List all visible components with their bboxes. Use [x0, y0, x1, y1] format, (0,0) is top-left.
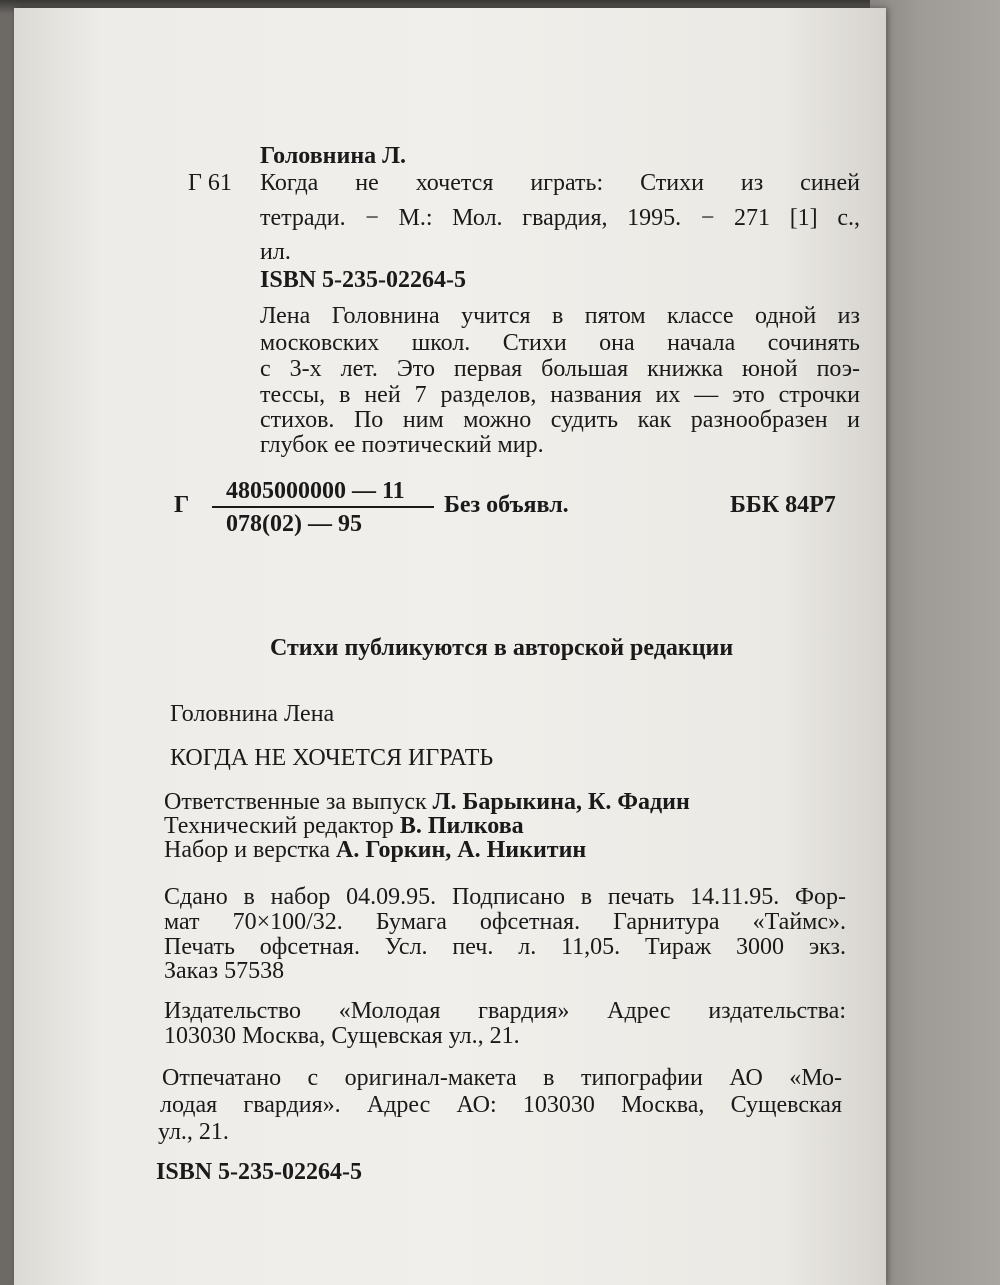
print-info-line: Сдано в набор 04.09.95. Подписано в печать 14.11.95. Фор- [164, 884, 846, 910]
editorial-note: Стихи публикуются в авторской редакции [270, 635, 734, 661]
description-line-2: тетради. − М.: Мол. гвардия, 1995. − 271 [1] с., [260, 205, 860, 231]
background-right-page [870, 0, 1000, 1285]
fraction-rule [212, 506, 434, 508]
responsible-label: Ответственные за выпуск [164, 789, 427, 815]
responsible-names: Л. Барыкина, К. Фадин [432, 789, 690, 815]
tech-editor-name: В. Пилкова [399, 813, 524, 839]
book-page [14, 8, 886, 1285]
tech-editor-line [164, 814, 524, 838]
bbk-code: ББК 84Р7 [730, 492, 836, 518]
index-denominator: 078(02) — 95 [226, 511, 362, 537]
print-info-line: Печать офсетная. Усл. печ. л. 11,05. Тираж 3000 экз. [164, 934, 846, 960]
index-numerator: 4805000000 — 11 [226, 478, 405, 504]
typesetting-names: А. Горкин, А. Никитин [335, 837, 587, 863]
annotation-line: глубок ее поэтический мир. [260, 432, 544, 458]
header-isbn: ISBN 5-235-02264-5 [260, 267, 467, 293]
annotation-line: московских школ. Стихи она начала сочинять [260, 330, 860, 356]
description-line-1: Когда не хочется играть: Стихи из синей [260, 170, 860, 196]
print-info-line: Заказ 57538 [164, 958, 285, 984]
annotation-line: стихов. По ним можно судить как разнообразен и [260, 407, 860, 433]
shelf-code: Г 61 [188, 170, 232, 196]
description-line-3: ил. [260, 239, 291, 265]
publisher-line: Издательство «Молодая гвардия» Адрес издательства: [164, 998, 846, 1024]
responsible-line [164, 790, 690, 814]
tech-editor-label: Технический редактор [164, 813, 394, 839]
print-info-line: мат 70×100/32. Бумага офсетная. Гарнитура «Таймс». [164, 909, 846, 935]
annotation-line: с 3-х лет. Это первая большая книжка юной поэ- [260, 356, 860, 382]
colophon-author: Головнина Лена [170, 701, 335, 727]
annotation-line: тессы, в ней 7 разделов, названия их — это строчки [260, 382, 860, 408]
typesetting-label: Набор и верстка [164, 837, 330, 863]
typesetting-line [164, 838, 586, 862]
publisher-line: 103030 Москва, Сущевская ул., 21. [164, 1023, 520, 1049]
no-ads-label: Без объявл. [444, 492, 569, 518]
printer-line: ул., 21. [158, 1119, 229, 1145]
colophon-isbn: ISBN 5-235-02264-5 [156, 1159, 363, 1185]
colophon-title: КОГДА НЕ ХОЧЕТСЯ ИГРАТЬ [170, 745, 494, 771]
header-author: Головнина Л. [260, 143, 407, 169]
printer-line: Отпечатано с оригинал-макета в типографии АО «Мо- [162, 1065, 842, 1091]
printer-line: лодая гвардия». Адрес АО: 103030 Москва, Сущевская [160, 1092, 842, 1118]
annotation-line: Лена Головнина учится в пятом классе одной из [260, 303, 860, 329]
index-letter: Г [174, 492, 190, 518]
